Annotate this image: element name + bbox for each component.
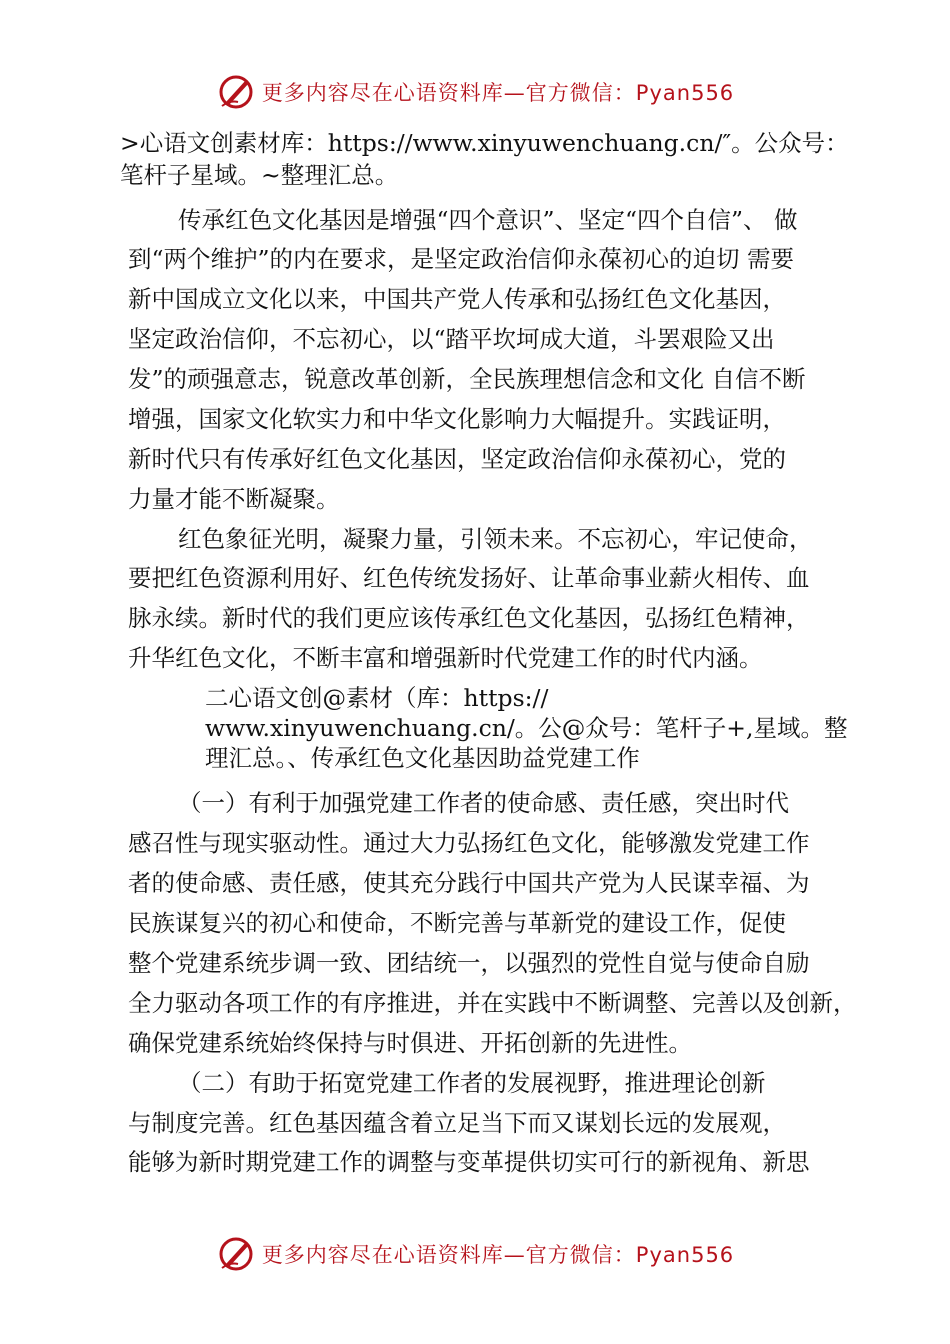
paragraph-line: 全力驱动各项工作的有序推进，并在实践中不断调整、完善以及创新， bbox=[128, 989, 857, 1017]
footer-banner-text: 更多内容尽在心语资料库—官方微信：Pyan556 bbox=[261, 1243, 735, 1267]
paragraph-line: 新中国成立文化以来，中国共产党人传承和弘扬红色文化基因， bbox=[128, 285, 786, 313]
section-heading-line: 理汇总。、传承红色文化基因助益党建工作 bbox=[205, 744, 640, 772]
paragraph-line: 确保党建系统始终保持与时俱进、开拓创新的先进性。 bbox=[128, 1029, 692, 1057]
header-banner bbox=[0, 70, 950, 114]
footer-banner bbox=[0, 1232, 950, 1276]
paragraph-line: 发”的顽强意志，锐意改革创新，全民族理想信念和文化 自信不断 bbox=[128, 365, 806, 393]
paragraph-line: 整个党建系统步调一致、团结统一，以强烈的党性自觉与使命自励 bbox=[128, 949, 810, 977]
paragraph-line: 红色象征光明，凝聚力量，引领未来。不忘初心，牢记使命， bbox=[178, 525, 813, 553]
paragraph-line: 与制度完善。红色基因蕴含着立足当下而又谋划长远的发展观， bbox=[128, 1109, 786, 1137]
paragraph-line: 升华红色文化，不断丰富和增强新时代党建工作的时代内涵。 bbox=[128, 644, 763, 672]
paragraph-line: 到“两个维护”的内在要求，是坚定政治信仰永葆初心的迫切 需要 bbox=[128, 245, 794, 273]
paragraph-line: （二）有助于拓宽党建工作者的发展视野，推进理论创新 bbox=[178, 1069, 766, 1097]
paragraph-line: 感召性与现实驱动性。通过大力弘扬红色文化，能够激发党建工作 bbox=[128, 829, 810, 857]
intro-line: >心语文创素材库：https://www.xinyuwenchuang.cn/″。公众号： bbox=[120, 129, 849, 157]
paragraph-line: 增强，国家文化软实力和中华文化影响力大幅提升。实践证明， bbox=[128, 405, 786, 433]
intro-line: 笔杆子星域。~整理汇总。 bbox=[120, 161, 399, 189]
paragraph-line: 坚定政治信仰，不忘初心，以“踏平坎坷成大道，斗罢艰险又出 bbox=[128, 325, 775, 353]
paragraph-line: 民族谋复兴的初心和使命，不断完善与革新党的建设工作，促使 bbox=[128, 909, 786, 937]
paragraph-line: 者的使命感、责任感，使其充分践行中国共产党为人民谋幸福、为 bbox=[128, 869, 810, 897]
section-heading-line: www.xinyuwenchuang.cn/。公@众号：笔杆子+,星域。整 bbox=[205, 714, 848, 742]
paragraph-line: （一）有利于加强党建工作者的使命感、责任感，突出时代 bbox=[178, 789, 789, 817]
header-banner-text: 更多内容尽在心语资料库—官方微信：Pyan556 bbox=[261, 81, 735, 105]
section-heading-line: 二心语文创@素材（库：https:// bbox=[205, 684, 549, 712]
paragraph-line: 要把红色资源利用好、红色传统发扬好、让革命事业薪火相传、血 bbox=[128, 564, 810, 592]
paragraph-line: 传承红色文化基因是增强“四个意识”、坚定“四个自信”、 做 bbox=[178, 206, 798, 234]
paragraph-line: 能够为新时期党建工作的调整与变革提供切实可行的新视角、新思 bbox=[128, 1148, 810, 1176]
paragraph-line: 脉永续。新时代的我们更应该传承红色文化基因，弘扬红色精神， bbox=[128, 604, 810, 632]
quill-seal-logo-icon bbox=[216, 1234, 256, 1274]
paragraph-line: 新时代只有传承好红色文化基因，坚定政治信仰永葆初心，党的 bbox=[128, 445, 786, 473]
paragraph-line: 力量才能不断凝聚。 bbox=[128, 485, 340, 513]
quill-seal-logo-icon bbox=[216, 72, 256, 112]
